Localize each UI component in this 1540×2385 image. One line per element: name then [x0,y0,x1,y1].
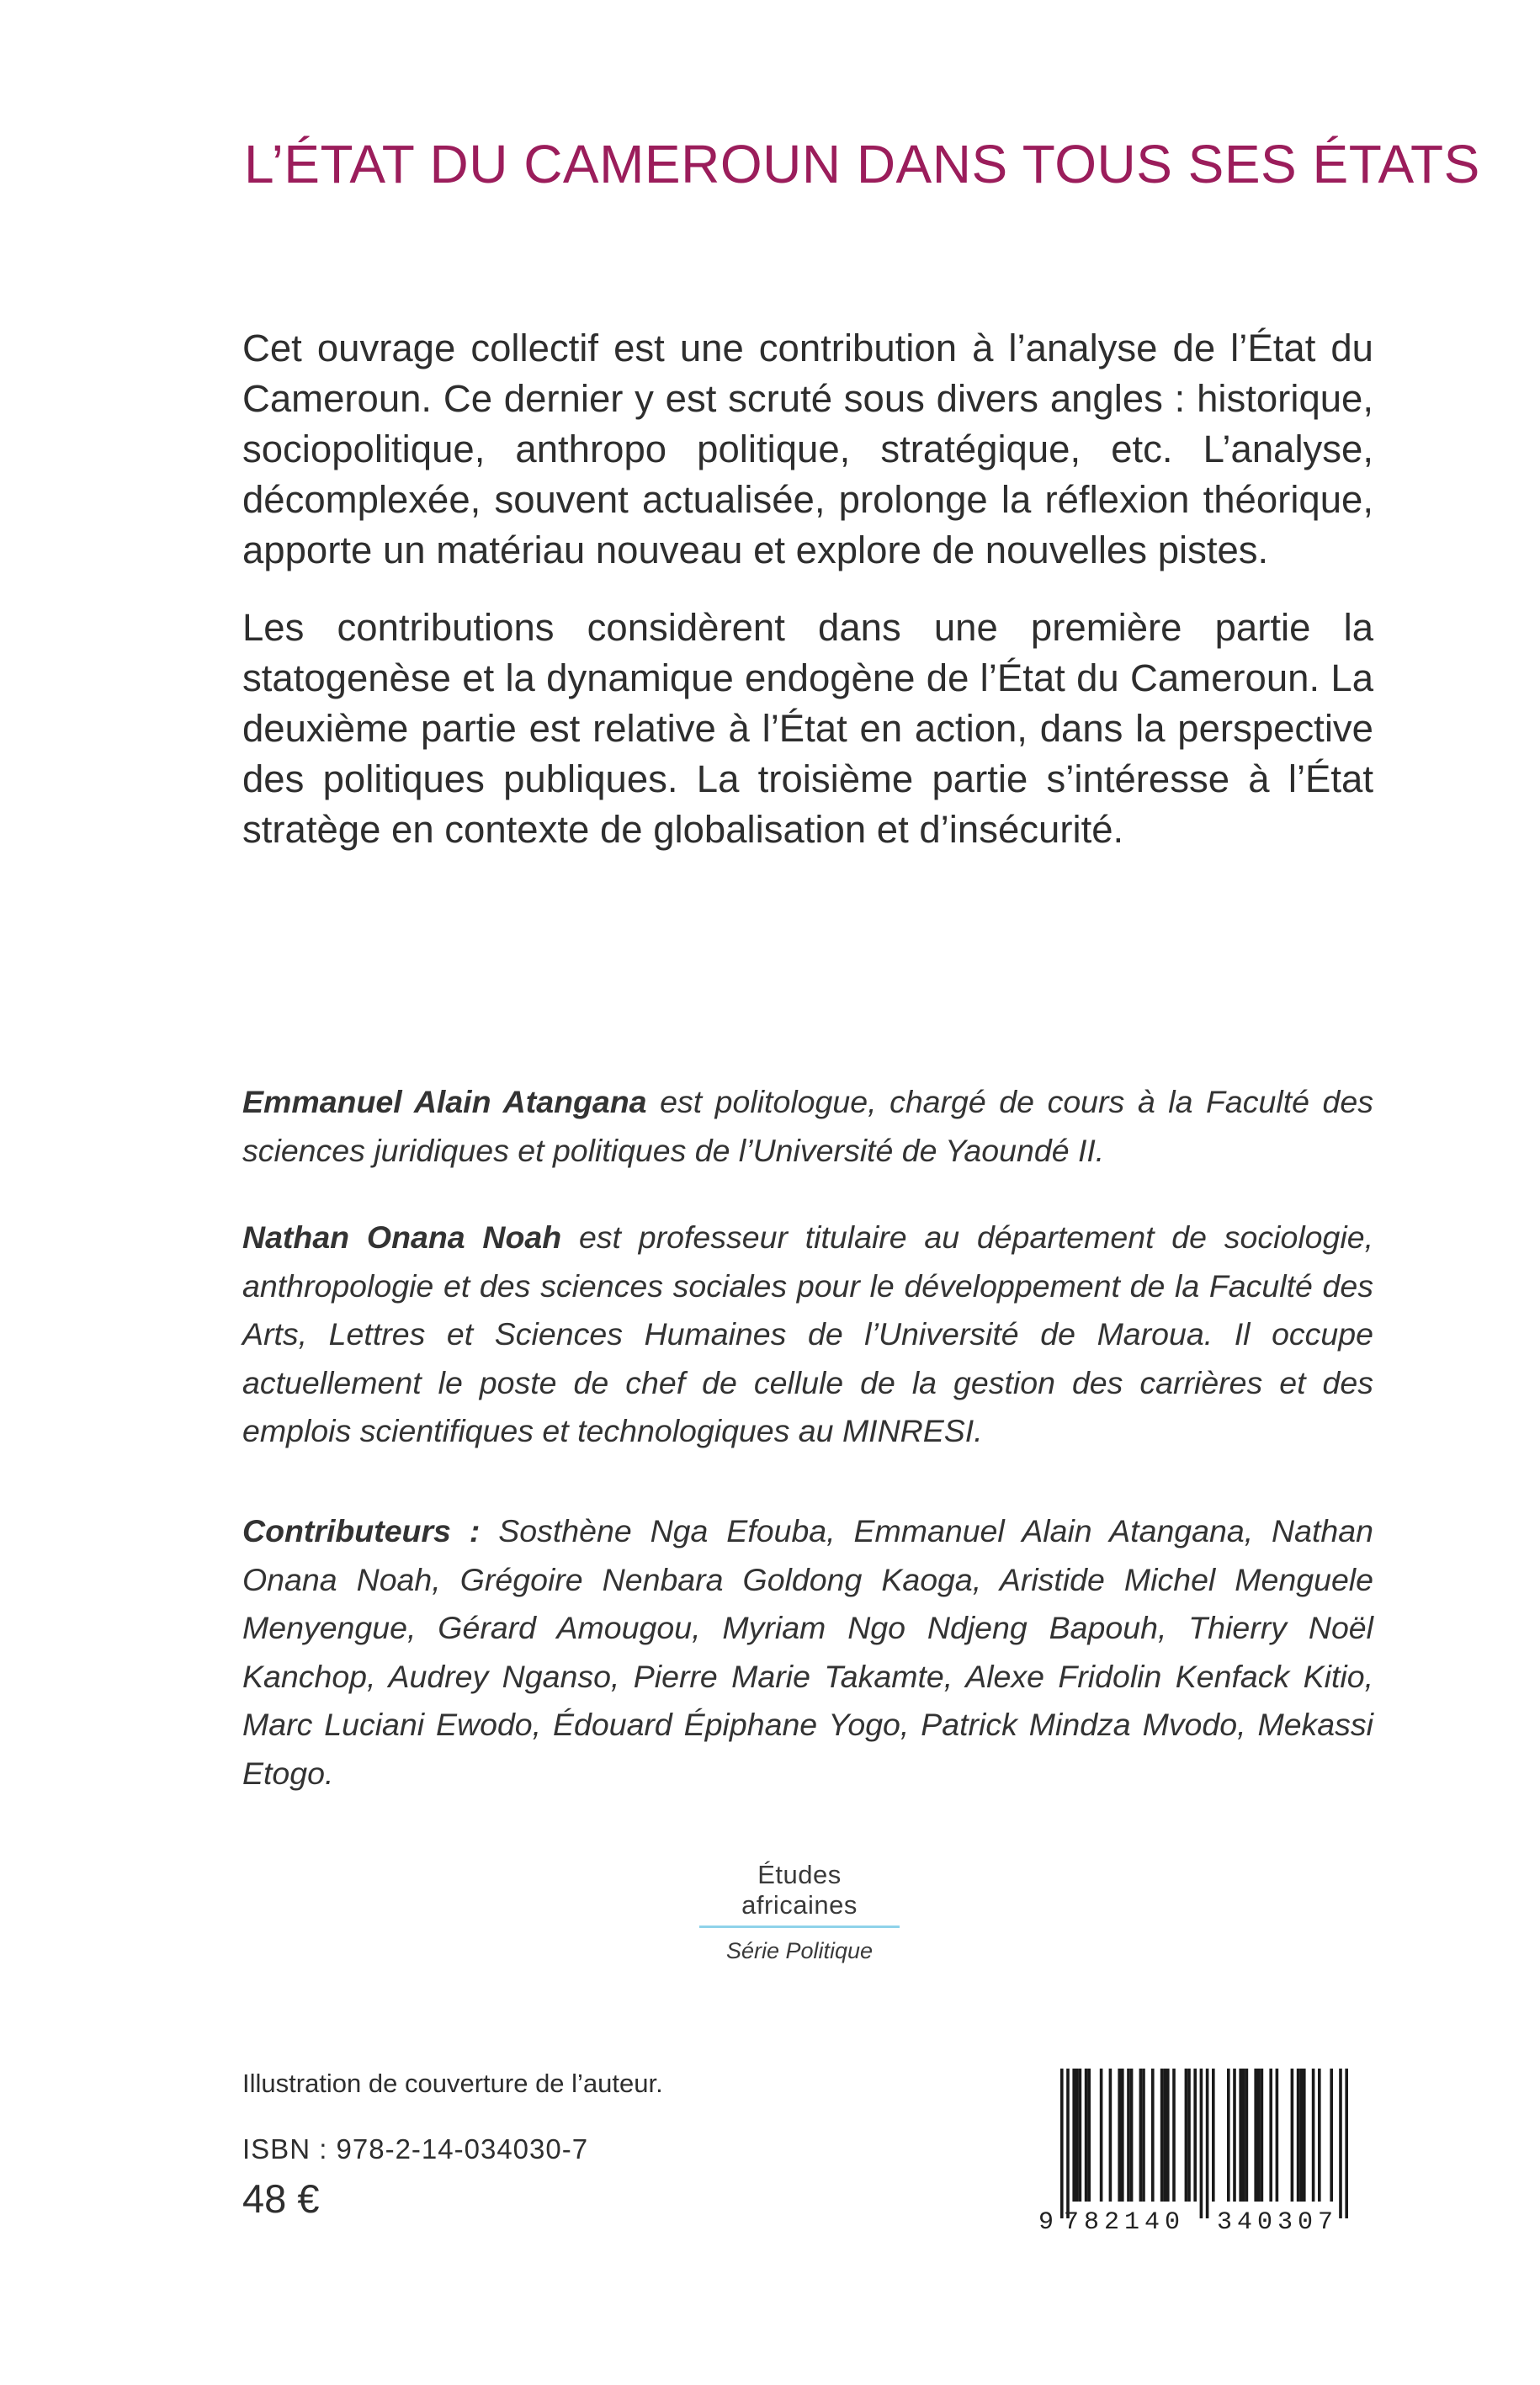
isbn: ISBN : 978-2-14-034030-7 [242,2133,589,2165]
author-name-1: Emmanuel Alain Atangana [242,1084,647,1119]
barcode-bar [1303,2069,1306,2202]
barcode-bar [1291,2069,1294,2202]
collection-logo [690,1860,909,1964]
barcode-bar [1299,2069,1303,2202]
barcode-bar [1187,2069,1191,2202]
cover-credits: Illustration de couverture de l’auteur. [242,2069,663,2098]
barcode-guard-bar [1345,2069,1348,2218]
collection-series: Série Politique [725,1938,874,1963]
barcode-bar [1330,2069,1333,2202]
summary-paragraph-2: Les contributions considèrent dans une première partie la statogenèse et la dynamique endogène de l’État du Cameroun. La deuxième partie est relative à l’État en action, dans la perspective des politiques publiques. La troisième partie s’intéresse à l’État stratège en contexte de globalisation et d’insécurité. [242,606,1373,851]
barcode-bar [1297,2069,1300,2202]
barcode-graphic [1037,2069,1363,2232]
barcode-left-digits: 782140 [1064,2208,1186,2232]
barcode-bar [1242,2069,1245,2202]
barcode-bar [1233,2069,1236,2202]
barcode-bar [1109,2069,1113,2202]
author-bio-text-1: est politologue, chargé de cours à la Faculté des sciences juridiques et politiques de l’Université de Yaoundé II. [242,1084,1373,1168]
contributors-label: Contributeurs : [242,1513,481,1548]
barcode-bar [1312,2069,1315,2202]
barcode-bar [1261,2069,1264,2202]
author-bio-1 [242,1078,1373,1175]
contributors-list [242,1507,1373,1798]
barcode-guard-bar [1200,2069,1203,2218]
author-bio-text-2: est professeur titulaire au département de sociologie, anthropologie et des sciences sociales pour le développement de la Faculté des Arts, Lettres et Sciences Humaines de l’Université de Maroua. Il occupe actuellement le poste de chef de cellule de la gestion des carrières et des emplois scientifiques et technologiques au MINRESI. [242,1219,1373,1448]
barcode-bar [1276,2069,1279,2202]
barcode-lead-digit: 9 [1038,2208,1054,2232]
barcode-bar [1142,2069,1145,2202]
barcode-bar [1163,2069,1166,2202]
barcode-bar [1160,2069,1164,2202]
author-bios [242,1078,1373,1495]
barcode-bar [1072,2069,1075,2202]
barcode-bar [1100,2069,1103,2202]
barcode-bar [1139,2069,1143,2202]
barcode-bars [1060,2069,1348,2218]
barcode-bar [1185,2069,1188,2202]
barcode-guard-bar [1206,2069,1209,2218]
barcode-bar [1087,2069,1091,2202]
book-summary [242,323,1373,882]
barcode-bar [1118,2069,1121,2202]
barcode-bar [1085,2069,1088,2202]
barcode-bar [1127,2069,1130,2202]
barcode-bar [1318,2069,1321,2202]
barcode-bar [1075,2069,1079,2202]
barcode-bar [1172,2069,1176,2202]
barcode-bar [1193,2069,1197,2202]
barcode-guard-bar [1339,2069,1342,2218]
barcode-bar [1239,2069,1242,2202]
price: 48 € [242,2176,320,2221]
author-bio-2 [242,1214,1373,1456]
barcode-bar [1151,2069,1155,2202]
barcode-bar [1269,2069,1272,2202]
barcode-right-digits: 340307 [1217,2208,1339,2232]
barcode-guard-bar [1060,2069,1064,2218]
barcode-bar [1227,2069,1230,2202]
barcode-bar [1166,2069,1170,2202]
barcode-bar [1245,2069,1249,2202]
barcode-bar [1079,2069,1082,2202]
barcode-bar [1254,2069,1257,2202]
barcode-bar [1212,2069,1215,2202]
barcode-guard-bar [1066,2069,1070,2218]
book-title: L’ÉTAT DU CAMEROUN DANS TOUS SES ÉTATS [244,134,1480,194]
collection-name: Études africaines [699,1860,900,1928]
summary-paragraph-1: Cet ouvrage collectif est une contribution à l’analyse de l’État du Cameroun. Ce dernier y est scruté sous divers angles : historique, sociopolitique, anthropo politique, stratégique, etc. L’analyse, décomplexée, souvent actualisée, prolonge la réflexion théorique, apporte un matériau nouveau et explore de nouvelles pistes. [242,327,1373,571]
barcode-bar [1130,2069,1134,2202]
barcode-bar [1257,2069,1261,2202]
barcode-bar [1121,2069,1124,2202]
author-name-2: Nathan Onana Noah [242,1219,562,1255]
contributors-names: Sosthène Nga Efouba, Emmanuel Alain Atangana, Nathan Onana Noah, Grégoire Nenbara Goldong Kaoga, Aristide Michel Menguele Menyengue, Gérard Amougou, Myriam Ngo Ndjeng Bapouh, Thierry Noël Kanchop, Audrey Nganso, Pierre Marie Takamte, Alexe Fridolin Kenfack Kitio, Marc Luciani Ewodo, Édouard Épiphane Yogo, Patrick Mindza Mvodo, Mekassi Etogo. [242,1513,1373,1791]
barcode [1037,2069,1363,2232]
